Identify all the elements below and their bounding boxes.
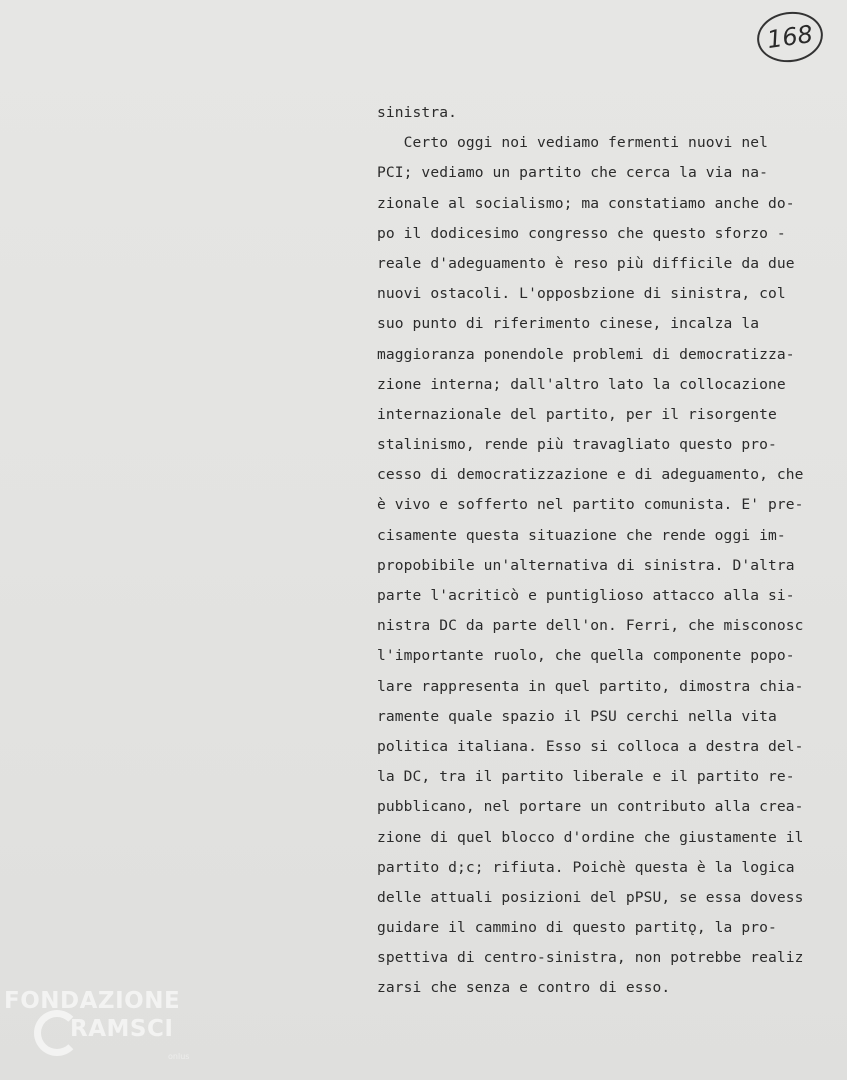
text-line: cesso di democratizzazione e di adeguamento, che — [377, 466, 804, 484]
text-line: cisamente questa situazione che rende oggi im- — [377, 526, 786, 544]
text-line: zione interna; dall'altro lato la collocazione — [377, 375, 786, 393]
text-line: spettiva di centro-sinistra, non potrebbe realiz — [377, 949, 804, 967]
watermark-line-1: FONDAZIONE — [4, 988, 181, 1014]
text-line: reale d'adeguamento è reso più difficile da due — [377, 254, 795, 272]
text-line: internazionale del partito, per il risorgente — [377, 405, 777, 423]
text-line: la DC, tra il partito liberale e il partito re- — [377, 768, 795, 786]
text-line: parte l'acriticò e puntiglioso attacco alla si- — [377, 587, 795, 604]
text-line: Certo oggi noi vediamo fermenti nuovi nel — [377, 134, 768, 152]
fondazione-gramsci-watermark — [4, 988, 214, 1068]
text-line: propobibile un'alternativa di sinistra. D'altra — [377, 556, 795, 574]
text-line: nistra DC da parte dell'on. Ferri, che misconosc — [377, 617, 804, 635]
text-line: stalinismo, rende più travagliato questo pro- — [377, 436, 777, 454]
text-line: nuovi ostacoli. L'opposbzione di sinistra, col — [377, 285, 786, 303]
text-line: è vivo e sofferto nel partito comunista. E' pre- — [377, 496, 804, 514]
text-line: delle attuali posizioni del pPSU, se essa dovess — [377, 888, 804, 906]
page-number: 168 — [765, 19, 815, 55]
text-line: sinistra. — [377, 104, 457, 121]
text-line: lare rappresenta in quel partito, dimostra chia- — [377, 677, 804, 695]
text-line: suo punto di riferimento cinese, incalza la — [377, 315, 760, 333]
text-line: po il dodicesimo congresso che questo sforzo - — [377, 224, 786, 242]
text-line: maggioranza ponendole problemi di democratizza- — [377, 345, 795, 363]
text-line: zione di quel blocco d'ordine che giustamente il — [377, 828, 804, 846]
text-line: politica italiana. Esso si colloca a destra del- — [377, 737, 804, 755]
text-line: pubblicano, nel portare un contributo alla crea- — [377, 798, 804, 816]
text-line: l'importante ruolo, che quella componente popo- — [377, 647, 795, 665]
typed-text-body — [377, 98, 847, 1004]
watermark-small-text: onlus — [168, 1052, 190, 1061]
watermark-line-2: RAMSCI — [70, 1016, 174, 1042]
text-line: ramente quale spazio il PSU cerchi nella vita — [377, 707, 777, 725]
page-number-stamp — [754, 8, 826, 67]
text-line: zionale al socialismo; ma constatiamo anche do- — [377, 194, 795, 212]
text-line: partito d;c; rifiuta. Poichè questa è la logica — [377, 858, 795, 876]
text-line: guidare il cammino di questo partitǫ, la pro- — [377, 919, 777, 937]
text-line: PCI; vediamo un partito che cerca la via na- — [377, 164, 768, 182]
text-line: zarsi che senza e contro di esso. — [377, 979, 671, 997]
